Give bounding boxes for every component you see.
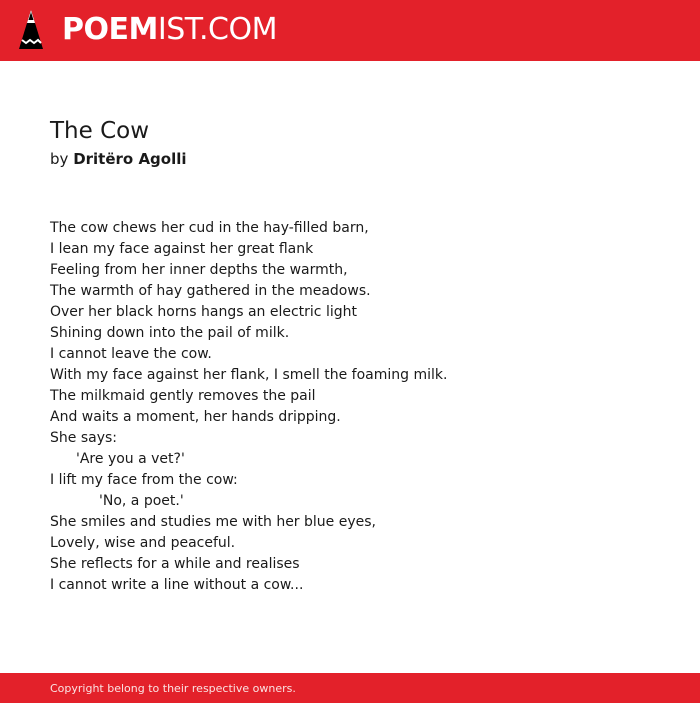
poem-line: Shining down into the pail of milk. <box>50 325 290 341</box>
site-header <box>0 0 700 61</box>
pencil-tip-icon[interactable] <box>18 9 44 51</box>
logo-text-bold: POEM <box>62 12 158 47</box>
poem-line-indented: 'Are you a vet?' <box>76 451 185 467</box>
poem-line: Over her black horns hangs an electric light <box>50 304 357 320</box>
poem-line: She says: <box>50 430 117 446</box>
poem-line: The warmth of hay gathered in the meadows. <box>50 283 371 299</box>
poem-author: Dritëro Agolli <box>73 150 187 168</box>
poem-line: With my face against her flank, I smell the foaming milk. <box>50 367 448 383</box>
poem-line-indented: 'No, a poet.' <box>99 493 184 509</box>
poem-line: I lean my face against her great flank <box>50 241 314 257</box>
poem-line: She reflects for a while and realises <box>50 556 300 572</box>
poem-title: The Cow <box>50 118 150 144</box>
poem-byline <box>50 148 670 170</box>
poem-body <box>50 218 670 596</box>
poem-line: I cannot leave the cow. <box>50 346 212 362</box>
logo-text-light: IST.COM <box>157 12 277 47</box>
poem-heading <box>50 116 670 170</box>
poem-line: I cannot write a line without a cow... <box>50 577 304 593</box>
by-label: by <box>50 150 69 168</box>
poem-line: Feeling from her inner depths the warmth, <box>50 262 348 278</box>
site-footer <box>0 673 700 703</box>
poem-line: Lovely, wise and peaceful. <box>50 535 236 551</box>
site-logo[interactable] <box>62 12 277 48</box>
poem-line: The milkmaid gently removes the pail <box>50 388 316 404</box>
poem-line: I lift my face from the cow: <box>50 472 238 488</box>
poem-line: The cow chews her cud in the hay-filled barn, <box>50 220 369 236</box>
copyright-notice: Copyright belong to their respective owners. <box>50 682 296 695</box>
poem-line: She smiles and studies me with her blue eyes, <box>50 514 376 530</box>
poem-line: And waits a moment, her hands dripping. <box>50 409 341 425</box>
